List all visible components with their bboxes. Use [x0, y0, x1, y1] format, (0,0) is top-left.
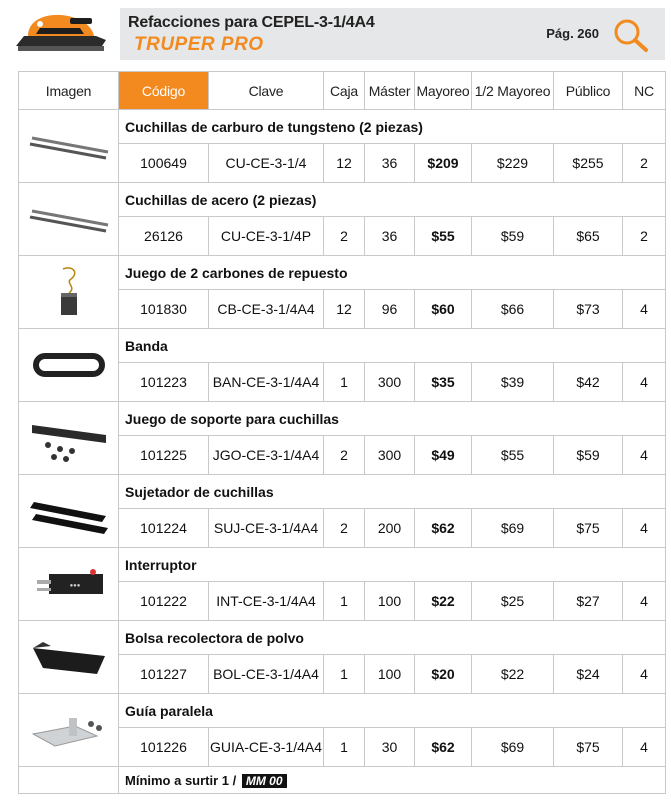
part-name: Cuchillas de carburo de tungsteno (2 piezas)	[119, 110, 666, 144]
part-name-row	[19, 548, 666, 582]
parts-table	[18, 71, 666, 794]
minimum-order-text: Mínimo a surtir 1 /	[125, 772, 240, 788]
part-box-qty: 1	[324, 655, 365, 694]
part-key: CU-CE-3-1/4P	[209, 217, 324, 256]
carbon-brush-icon	[19, 263, 118, 321]
part-code: 101830	[119, 290, 209, 329]
part-price-mayoreo: $22	[415, 582, 472, 621]
part-price-publico: $73	[554, 290, 623, 329]
page-title: Refacciones para CEPEL-3-1/4A4	[128, 14, 375, 31]
page-number: Pág. 260	[546, 26, 599, 41]
part-name: Cuchillas de acero (2 piezas)	[119, 183, 666, 217]
planer-product-image	[10, 6, 114, 60]
column-header-mayoreo: Mayoreo	[415, 72, 472, 110]
part-name: Banda	[119, 329, 666, 363]
part-code: 101223	[119, 363, 209, 402]
part-key: BAN-CE-3-1/4A4	[209, 363, 324, 402]
part-name-row	[19, 256, 666, 290]
part-price-publico: $24	[554, 655, 623, 694]
part-box-qty: 12	[324, 290, 365, 329]
part-price-mayoreo: $49	[415, 436, 472, 475]
header-band	[120, 8, 665, 60]
part-key: GUIA-CE-3-1/4A4	[209, 728, 324, 767]
part-image	[19, 110, 119, 183]
part-price-medio-mayoreo: $22	[472, 655, 554, 694]
part-image	[19, 256, 119, 329]
part-price-medio-mayoreo: $59	[472, 217, 554, 256]
part-price-publico: $75	[554, 728, 623, 767]
part-image	[19, 475, 119, 548]
part-price-mayoreo: $55	[415, 217, 472, 256]
part-price-mayoreo: $20	[415, 655, 472, 694]
blade-clamp-icon	[19, 486, 118, 536]
part-name-row	[19, 110, 666, 144]
part-price-medio-mayoreo: $66	[472, 290, 554, 329]
part-name-row	[19, 621, 666, 655]
column-header-master: Máster	[365, 72, 415, 110]
part-image	[19, 621, 119, 694]
part-nc: 4	[623, 363, 666, 402]
part-image	[19, 694, 119, 767]
column-header-publico: Público	[554, 72, 623, 110]
table-footer-row	[19, 767, 666, 794]
part-code: 101225	[119, 436, 209, 475]
part-box-qty: 2	[324, 509, 365, 548]
part-box-qty: 2	[324, 436, 365, 475]
part-key: CU-CE-3-1/4	[209, 144, 324, 183]
part-price-mayoreo: $60	[415, 290, 472, 329]
column-header-imagen: Imagen	[19, 72, 119, 110]
part-master-qty: 36	[365, 217, 415, 256]
part-price-publico: $65	[554, 217, 623, 256]
part-nc: 4	[623, 582, 666, 621]
part-box-qty: 2	[324, 217, 365, 256]
part-price-medio-mayoreo: $39	[472, 363, 554, 402]
column-header-codigo[interactable]: Código	[119, 72, 209, 110]
column-header-medio-mayoreo: 1/2 Mayoreo	[472, 72, 554, 110]
part-name-row	[19, 329, 666, 363]
blade-holder-icon	[19, 411, 118, 465]
part-price-medio-mayoreo: $229	[472, 144, 554, 183]
parallel-guide-icon	[19, 704, 118, 756]
part-price-publico: $75	[554, 509, 623, 548]
part-master-qty: 100	[365, 582, 415, 621]
blades-icon	[19, 199, 118, 239]
part-key: INT-CE-3-1/4A4	[209, 582, 324, 621]
part-price-mayoreo: $62	[415, 728, 472, 767]
mm-badge: MM 00	[242, 774, 287, 788]
part-image	[19, 402, 119, 475]
part-code: 101224	[119, 509, 209, 548]
part-box-qty: 1	[324, 363, 365, 402]
part-nc: 4	[623, 290, 666, 329]
part-price-mayoreo: $209	[415, 144, 472, 183]
part-price-medio-mayoreo: $69	[472, 728, 554, 767]
part-price-medio-mayoreo: $55	[472, 436, 554, 475]
part-name: Juego de 2 carbones de repuesto	[119, 256, 666, 290]
part-nc: 4	[623, 655, 666, 694]
column-header-nc: NC	[623, 72, 666, 110]
part-image	[19, 183, 119, 256]
part-code: 101226	[119, 728, 209, 767]
part-master-qty: 300	[365, 363, 415, 402]
part-name: Guía paralela	[119, 694, 666, 728]
part-master-qty: 30	[365, 728, 415, 767]
part-name-row	[19, 475, 666, 509]
part-nc: 2	[623, 144, 666, 183]
part-code: 100649	[119, 144, 209, 183]
minimum-order-note	[119, 767, 666, 794]
search-icon[interactable]	[611, 17, 651, 53]
parts-table-body	[19, 110, 666, 767]
part-name: Interruptor	[119, 548, 666, 582]
part-box-qty: 1	[324, 728, 365, 767]
part-nc: 4	[623, 509, 666, 548]
part-master-qty: 100	[365, 655, 415, 694]
part-master-qty: 300	[365, 436, 415, 475]
part-price-publico: $59	[554, 436, 623, 475]
part-box-qty: 12	[324, 144, 365, 183]
part-name-row	[19, 183, 666, 217]
dust-bag-icon	[19, 634, 118, 680]
part-price-medio-mayoreo: $69	[472, 509, 554, 548]
part-key: CB-CE-3-1/4A4	[209, 290, 324, 329]
part-master-qty: 200	[365, 509, 415, 548]
part-name-row	[19, 694, 666, 728]
part-code: 26126	[119, 217, 209, 256]
part-master-qty: 36	[365, 144, 415, 183]
part-name-row	[19, 402, 666, 436]
brand-logo: TRUPER PRO	[134, 34, 264, 55]
part-price-mayoreo: $35	[415, 363, 472, 402]
svg-text:●●●: ●●●	[69, 583, 80, 589]
planer-icon	[10, 6, 114, 60]
part-price-medio-mayoreo: $25	[472, 582, 554, 621]
part-key: BOL-CE-3-1/4A4	[209, 655, 324, 694]
part-code: 101222	[119, 582, 209, 621]
page-header	[0, 0, 671, 66]
part-key: JGO-CE-3-1/4A4	[209, 436, 324, 475]
column-header-caja: Caja	[324, 72, 365, 110]
part-price-publico: $42	[554, 363, 623, 402]
table-header-row	[19, 72, 666, 110]
part-price-publico: $255	[554, 144, 623, 183]
part-master-qty: 96	[365, 290, 415, 329]
part-key: SUJ-CE-3-1/4A4	[209, 509, 324, 548]
part-image	[19, 329, 119, 402]
blades-icon	[19, 126, 118, 166]
part-nc: 4	[623, 436, 666, 475]
part-box-qty: 1	[324, 582, 365, 621]
part-price-publico: $27	[554, 582, 623, 621]
belt-icon	[19, 348, 118, 382]
part-image	[19, 548, 119, 621]
part-name: Juego de soporte para cuchillas	[119, 402, 666, 436]
part-nc: 2	[623, 217, 666, 256]
part-code: 101227	[119, 655, 209, 694]
part-nc: 4	[623, 728, 666, 767]
part-name: Sujetador de cuchillas	[119, 475, 666, 509]
column-header-clave: Clave	[209, 72, 324, 110]
part-name: Bolsa recolectora de polvo	[119, 621, 666, 655]
part-price-mayoreo: $62	[415, 509, 472, 548]
switch-icon	[19, 562, 118, 606]
